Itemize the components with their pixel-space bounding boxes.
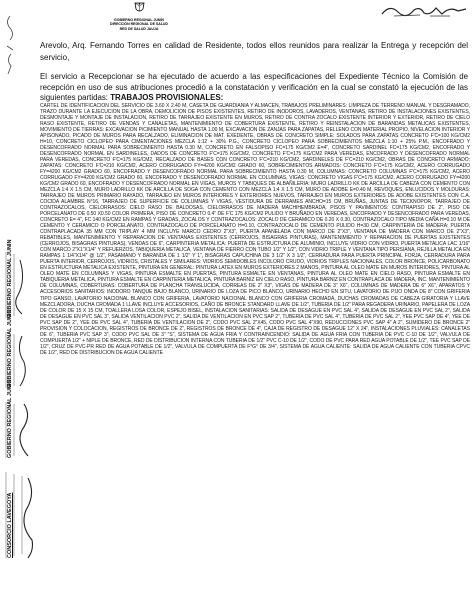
letterhead [74, 0, 204, 31]
verification-lead: El servicio a Recepcionar se ha ejecutado de acuerdo a las especificaciones del Expediente Técnico la Comisión de recepción en uso de sus atribuciones procedió a la constatación y verificación en la cual se constató la ejecución de las siguientes partidas: [40, 72, 468, 102]
verification-paragraph [40, 72, 468, 104]
items-body-text: CARTEL DE IDENTIFICACION DEL SERVICIO DE 3.60 X 2.40 M, CASETA DE GUARDIANIA Y ALMACEN, TRABAJOS PRELIMINARES: LIMPIEZA DE TERRENO MANUAL Y DESGRAMADO, TRAZO DURANTE LA EJECUCION DE LA OBRA, DEMOLICION DE PISOS EXISTENTES, RETIRO DE INODOROS, LAVADEROS, VENTANAS, RETIRO DE INSTALACIONES EXISTENTES, DESMONTAJE Y MONTAJE DE INSTALACION, RETIRO DE TARRAJEO EXISTENTE EN MUROS, RETIRO DE CONTRA ZOCALO EXISTENTE INTERIOR Y EXTERIOR, RETIRO DE CIELO RASO EXISTENTE, RETIRO DE VENDAS Y CANALETAS, MANTENIMIENTO DE COBERTURA EXISTENTE, RETIRO Y REINSTALACION DE BARANDAS METALICAS EXISTENTES, MOVIMIENTO DE TIERRAS: EXCAVACION P/CIMIENTO MANUAL HASTA 1.00 M, EXCAVACION DE ZANJAS PARA ZAPATAS, RELLENO CON MATERIAL PROPIO, NIVELACION INTERIOR Y APISONADO, PICADO DE MUROS PARA RECALZADO, ELIMINACION DE MAT. EXEDENTE, OBRAS DE CONCRETO SIMPLE: SOLADOS PARA ZAPATAS CONCRETO F'C=100 KG/CM2 H=10, CONCRETO CICLOPEO PARA CIMENTACIONES MEZCLA 1:12 + 30% P.G., CONCRETO CICLOPEO PARA SOBRECIMIENTOS MEZCLA 1:10 + 25% P.M., ENCOFRADO Y DESENCOFRADO NORMAL PARA SOBRECIMIENTO HASTA 0.30 M, CONCRETO EN FALSOPISO FC=175 KG/CM2 E=4", CONCRETO SARDINEL FC=175 KG/CM2, ENCOFRADO Y DESENCOFRADO NORMAL EN SARDINELES, DADOS DE CONCRETO F'C=175 KG/CM2, CONCRETO F'C=175 KG/CM2 PARA VEREDAS, ENCOFRADO Y DESENCOFRADO NORMAL PARA VEREDAS, CONCRETO F'C=175 KG/CM2, RECALZADO DE BASES CON CONCRETO F'C=210 KG/CM2, SARDINELES DE F'C=210 KG/CM2, OBRAS DE CONCRETO ARMADO: ZAPATAS: CONCRETO F'C=210 KG/CM2, ACERO CORRUGADO FY=4200 KG/CM2 GRADO 60, SOBRECIMIENTOS ARMADOS: CONCRETO F'C=175 KG/CM2, ACERO CORRUGADO FY=4200 KG/CM2 GRADO 60, ENCOFRADO Y DESENCOFRADO NORMAL PARA SOBRECIMIENTO HASTA 0.30 M, COLUMNAS: CONCRETO COLUMNAS F'C=175 KG/CM2, ACERO CORRUGADO FY=4200 KG/CM2 GRADO 60, ENCOFRADO Y DESENCOFRADO NORMAL EN COLUMNAS, VIGAS: CONCRETO VIGAS F'C=175 KG/CM2, ACERO CORRUGADO FY=4200 KG/CM2 GRADO 60, ENCOFRADO Y DESENCOFRADO NORMAL EN VIGAS, MUROS Y TABIQUES DE ALBAÑILERIA: MURO LADRILLO KK DE ARCILLA DE CABEZA CON CEMENTO CON MEZCLA 1:4 X 1.5 CM, MURO LADRILLO KK DE ARCILLA DE SOGA CON CEMENTO CON MEZCLA 1:4 X 1.5 CM, MURO DE ADOBE E=0.40 M, REVOQUES, ENLUCIDOS Y MOLDURAS: TARRAJEO DE MUROS PRIMARIO RAYADO, TARRAJEO EN MUROS INTERIORES Y EXTERIORES NUEVOS, TARRAJEO EN MUROS EXTERIORES DE ADOBE EXISTENTES CON C.A. COCIDA ALAMBRE N°16, TARRAJEO DE SUPERFICIE DE COLUMNAS Y VIGAS, VESTIDURA DE DERRAMES ANCHO=15 CM, BRUÑAS, JUNTAS DE TECKNOPOR, TARRAJEO DE CONTRAZOCALOS, CIELORRASOS: CIELO RASO DE BALDOSAS, CIELORRASOS DE MADERA MACHIHEMBRADA, PISOS Y PAVIMENTOS: CONTRAPISO DE 2", PISO DE PORCELANATO DE 0.50 X0.50 COLOR PRIMERA, PISO DE CONCRETO 0.4" DE F'C 175 KG/CM2 PULIDO Y BRUÑADO EN VEREDAS, ENCOFRADO Y DESENCOFRADO PARA VEREDAS, CONCRETO E= 4", FC 140 KG/CM2 EN RAMPAS Y GRADAS, ZOCALOS Y CONTRAZOCALOS: ZOCALO DE CERAMICO DE 0.20 X 0.30, CONTRAZOCALO TIPO MEDIA CAÑA H=0.10 M DE CEMENTO Y CERAMICO O PORCELANATO, CONTRAZOCALO DE PORCELANATO H=0.10, CONTRAZOCALO DE CEMENTO PULIDO H=30 CM, CARPINTERIA DE MADERA: PUERTA CONTRAPLACADA 35 MM CON TRIPLAY 4 MM INCLUYE MARCO CEDRO 2"X3", PUERTA APANELADA CON MARCO DE 2"X3", VENTANA DE MADERA CON MARCO DE 2"X3", REBATIBLES, MANTENIMIENTO Y REPARACION DE VENTANAS EXISTENTES (CERROJOS, BISAGRAS PINTURAS), MANTENIMIENTO Y REPARACION DE PUERTAS EXISTENTES (CERROJOS, BISAGRAS PINTURAS), VENDAS DE 6", CARPINTERIA METALICA: PUERTA DE ESTRUCTURA DE ALUMINIO, INCLUYE VIDRIO CON VIDRIO, PUERTA METALICA LAC 1/16" CON MARCO 2"X1"X1/4" Y REFUERZOS, TABIQUERIA METALICA, VENTANA DE FIERRO CON TUBO 1/2" Y 1/2", CON VIDRIO TRIPLE Y VENTANA TIPO PERSIANA, REJILLA METALICA EN RAMPAS 1 1/4"X1/4" @ 1/2", PASAMANO Y BARANDA DE 1 1/2" Y 1", BISAGRAS CAPUCHINA DE 3 1/2" X 3 1/2", CERRADURA PARA PUERTA PRINCIPAL FORJA, CERRADURA PARA PUERTA INTERIOR, CERROJOS, VIDRIOS, CRISTALES Y SIMILARES: VIDRIOS SEMIDOBLES INCOLORO CRUDO, VIDRIOS TRIPLES NACIONALES, COLOR BRONCE, POLICARBONATO EN ESTRUCTURA METALICA EXISTENTE, PINTURA EN GENERAL: PINTURA LATEX EN MUROS EXTERIORES 2 MANOS, PINTURA AL OLEO MATE EN MUROS INTERIORES, PINTURA AL OLEO MATE EN COLUMNAS Y VIGAS, PINTURA ESMALTE EN PUERTAS, PINTURA ESMALTE EN VENTANAS, PINTURA AL OLEO MATE EN CIELO RASO, PINTURA ESMALTE EN TABIQUERIA METALICA, PINTURA ESMALTE EN CARPINTERIA METALICA, PINTURA BARNIZ EN CIELO RASO, PINTURA BARNIZ EN CONTRAPLACA DE MADERA, INC. MANTENIMIENTO DE COLUMNAS, COBERTURAS: COBERTURA DE PLANCHA TRANSLUCIDA, CORREAS DE 2" X3", VIGAS DE MADERA DE 3" X6", COLUMNAS DE MADERA DE 6" X6", APARATOS Y ACCESORIOS SANITARIOS: INODORO TANQUE BAJO BLANCO, URINARIO DE LOZA DE PICO BLANCO, URINARIO HECHO EN SITU, LAVATORIO DE PIJO ONDA DE 8" CON GRIFERIA TIPO GANSO, LAVATORIO NACIONAL BLANCO CON GRIFERIA, LAVATORIO NACIONAL BLANCO CON GRIFERIA CROMADA, DUCHAS CROMADAS DE CABEZA GIRATORIA Y LLAVE MEZCLADORA, DUCHA CROMADA 1 LLAVE INCLUYE ACCESORIOS, CAÑO DE BRONCE STANDARD LLAVE DE 1/2", TUBERIA DE 1/2" PARA REGADERA URINARIO, PAPELERA DE LOZA DE COLOR DE 15 X 15 CM, TOALLERA LOSA COLOR, ESPEJO BISEL, INSTALACION SANITARIAS: SALIDA DE DESAGUE EN PVC SAL 4", SALIDA DE DESAGUE EN PVC SAL 2", SALIDA DE DESAGUE EN PVC SAL 3", SALIDA VENTILACION PVC 2", SALIDA DE VENTILACION EN PVC SAP 2", TUBERIA DE PVC SAL 4", TUBERIA DE PVC SAL 2", YEE PVC SAP DE 4", YEE DE PVC SAP DE 2", YEE DE PVC SAL 4", TUBERIA DE VENTILACION DE 2", CODO PVC SAL 2"X45, CODO PVC SAL 4"X90, REDUCCIONES PVC SAP 4" A 2", SUMIDERO DE BRONCE 2" PROVISION Y COLOCACION, REGISTROS DE BRONCE DE 2", REGISTROS DE BRONCE DE 4", CAJA DE REGISTRO DE DESAGUE 12" X 24", INSTALACIONES PLUVIALES: CANALETAS DE 6", TUBERIA PVC SAP 3", CODO PVC SAL DE 3" "S", SISTEMA DE AGUA FRIA Y CONTRAINCENDIO: SALIDA DE AGUA FRIA CON TUBERIA DE PVC C-10 DE 1/2", VALVULA DE COMPUERTA 1/2" + NIPLE DE BRONCE, RED DE DISTRIBUCION INTERNA CON TUBERIA DE 1/2" PVC C-10 DE 1/2", CODO DE PVC PARA RED AGUA POTABLE DE 1/2", TEE PVC SAP DE 1/2", CRUZ DE PVC-PR RED DE AGUA POTABLE DE 1/2", VALVULA DE COMPUERTA DE F°G° DE 3/4", SISTEMA DE AGUA CALIENTE: SALIDA DE AGUA CALIENTE CON TUBERIA CPVC DE 1/2", RED DE DISTRIBUCION DE AGUA CALIENTE [40, 103, 470, 356]
official-stamp [0, 239, 30, 320]
handwritten-signature-top [380, 4, 468, 18]
stamp-text: CONSORCIO LAVEGOYA [7, 492, 13, 558]
official-stamp [0, 309, 30, 390]
stamp-text: GOBIERNO REGIONAL JUNIN [7, 239, 13, 318]
handwritten-margin-note [2, 14, 18, 76]
letterhead-line: GOBIERNO REGIONAL JUNÍN [114, 18, 164, 22]
official-stamp [0, 379, 36, 460]
coat-of-arms-icon [132, 2, 147, 13]
intro-paragraph: Arevolo, Arq. Fernando Torres en calidad de Residente, todos ellos reunidos para realizar la Entrega y recepción del servicio, [40, 41, 468, 62]
letterhead-line: RED DE SALUD JAUJA [119, 26, 159, 31]
letterhead-line: DIRECCIÓN REGIONAL DE SALUD [110, 22, 168, 27]
official-stamp [0, 470, 38, 560]
stamp-text: GOBIERNO REGIONAL JUNIN [7, 379, 13, 458]
section-heading: TRABAJOS PROVISIONALES: [110, 93, 224, 102]
stamp-text: GOBIERNO REGIONAL JUNIN [7, 309, 13, 388]
